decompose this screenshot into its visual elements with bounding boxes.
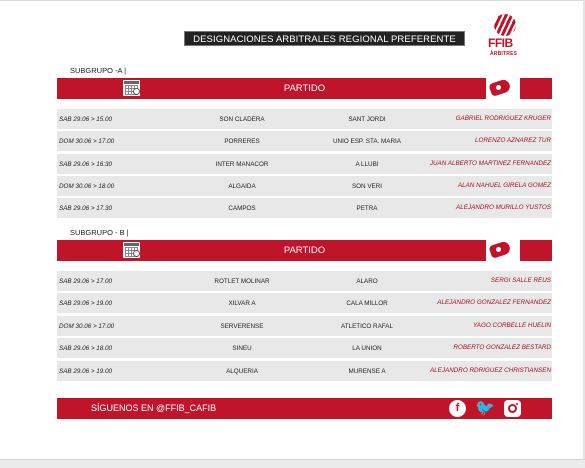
home-team: PORRERES bbox=[224, 137, 260, 145]
whistle-icon bbox=[486, 237, 520, 263]
instagram-icon[interactable] bbox=[504, 400, 521, 417]
away-team: MURENSE A bbox=[348, 367, 386, 375]
match-date: SAB 29.06 > 15.00 bbox=[59, 115, 113, 123]
away-team: LA UNION bbox=[352, 344, 382, 352]
match-date: SAB 29.06 > 19.00 bbox=[59, 367, 113, 375]
ball-icon bbox=[494, 14, 516, 36]
table-row bbox=[57, 338, 552, 358]
table-row bbox=[57, 361, 552, 381]
home-team: SERVERENSE bbox=[220, 322, 264, 330]
away-team: PETRA bbox=[356, 204, 378, 212]
match-date: DOM 30.06 > 17.00 bbox=[59, 137, 115, 145]
match-date: SAB 29.06 > 17.30 bbox=[59, 204, 113, 212]
calendar-clock-icon bbox=[123, 80, 140, 96]
referee-name: GABRIEL RODRIGUEZ KRUGER bbox=[455, 115, 551, 122]
referee-name: ALEJANDRO GONZALEZ FERNANDEZ bbox=[437, 299, 551, 306]
referee-name: ROBERTO GONZALEZ BESTARD bbox=[453, 344, 551, 351]
table-row bbox=[57, 109, 552, 129]
partido-label: PARTIDO bbox=[283, 83, 326, 94]
home-team: ALGAIDA bbox=[228, 182, 256, 190]
frame-top-border bbox=[0, 0, 585, 1]
away-team: SON VERI bbox=[351, 182, 383, 190]
table-row bbox=[57, 198, 552, 218]
ffib-logo bbox=[486, 14, 526, 62]
calendar-clock-icon bbox=[123, 242, 140, 258]
logo-subtext: ÀRBITRES bbox=[490, 51, 518, 57]
match-date: SAB 29.06 > 18.00 bbox=[59, 344, 113, 352]
referee-name: YAGO CORBELLE HUELIN bbox=[472, 322, 551, 329]
whistle-icon bbox=[486, 75, 520, 101]
follow-text: SÍGUENOS EN @FFIB_CAFIB bbox=[91, 403, 217, 413]
away-team: CALA MILLOR bbox=[346, 299, 388, 307]
table-row bbox=[57, 316, 552, 336]
home-team: ALQUERIA bbox=[226, 367, 258, 375]
match-date: SAB 29.06 > 19.00 bbox=[59, 299, 113, 307]
table-row bbox=[57, 154, 552, 174]
match-date: DOM 30.06 > 18.00 bbox=[59, 182, 115, 190]
subgroup-a-label: SUBGRUPO -A | bbox=[70, 66, 127, 75]
match-date: SAB 29.06 > 17.00 bbox=[59, 277, 113, 285]
home-team: XILVAR A bbox=[228, 299, 256, 307]
referee-name: LORENZO AZNAREZ TUR bbox=[474, 137, 551, 144]
table-row bbox=[57, 293, 552, 313]
partido-header-b bbox=[57, 240, 552, 261]
match-date: DOM 30.06 > 17.00 bbox=[59, 322, 115, 330]
home-team: CAMPOS bbox=[228, 204, 256, 212]
referee-name: ALAN NAHUEL GIRELA GOMEZ bbox=[457, 182, 551, 189]
away-team: UNIO ESP. STA. MARIA bbox=[333, 137, 401, 145]
table-row bbox=[57, 176, 552, 196]
referee-name: ALEJANDRO RDRIGUEZ CHRISTIANSEN bbox=[429, 367, 551, 374]
footer-bar bbox=[57, 398, 552, 419]
away-team: A LLUBI bbox=[355, 160, 379, 168]
table-row bbox=[57, 271, 552, 291]
away-team: ATLETICO RAFAL bbox=[340, 322, 394, 330]
home-team: SON CLADERA bbox=[219, 115, 265, 123]
logo-text: FFIB bbox=[488, 36, 513, 50]
referee-name: SERGI SALLE REUS bbox=[490, 277, 551, 284]
referee-name: JUAN ALBERTO MARTINEZ FERNANDEZ bbox=[429, 160, 551, 167]
home-team: SINEU bbox=[232, 344, 252, 352]
table-row bbox=[57, 131, 552, 151]
away-team: ALARO bbox=[356, 277, 378, 285]
home-team: ROTLET MOLINAR bbox=[214, 277, 270, 285]
subgroup-b-label: SUBGRUPO - B | bbox=[70, 228, 129, 237]
match-date: SAB 29.06 > 16:30 bbox=[59, 160, 113, 168]
home-team: INTER MANACOR bbox=[215, 160, 269, 168]
page-title: DESIGNACIONES ARBITRALES REGIONAL PREFERENTE bbox=[184, 31, 465, 46]
partido-header-a bbox=[57, 78, 552, 99]
away-team: SANT JORDI bbox=[348, 115, 386, 123]
twitter-icon[interactable]: 🐦 bbox=[475, 400, 495, 417]
facebook-icon[interactable]: f bbox=[449, 400, 466, 417]
partido-label: PARTIDO bbox=[283, 245, 326, 256]
referee-name: ALEJANDRO MURILLO YUSTOS bbox=[456, 204, 551, 211]
